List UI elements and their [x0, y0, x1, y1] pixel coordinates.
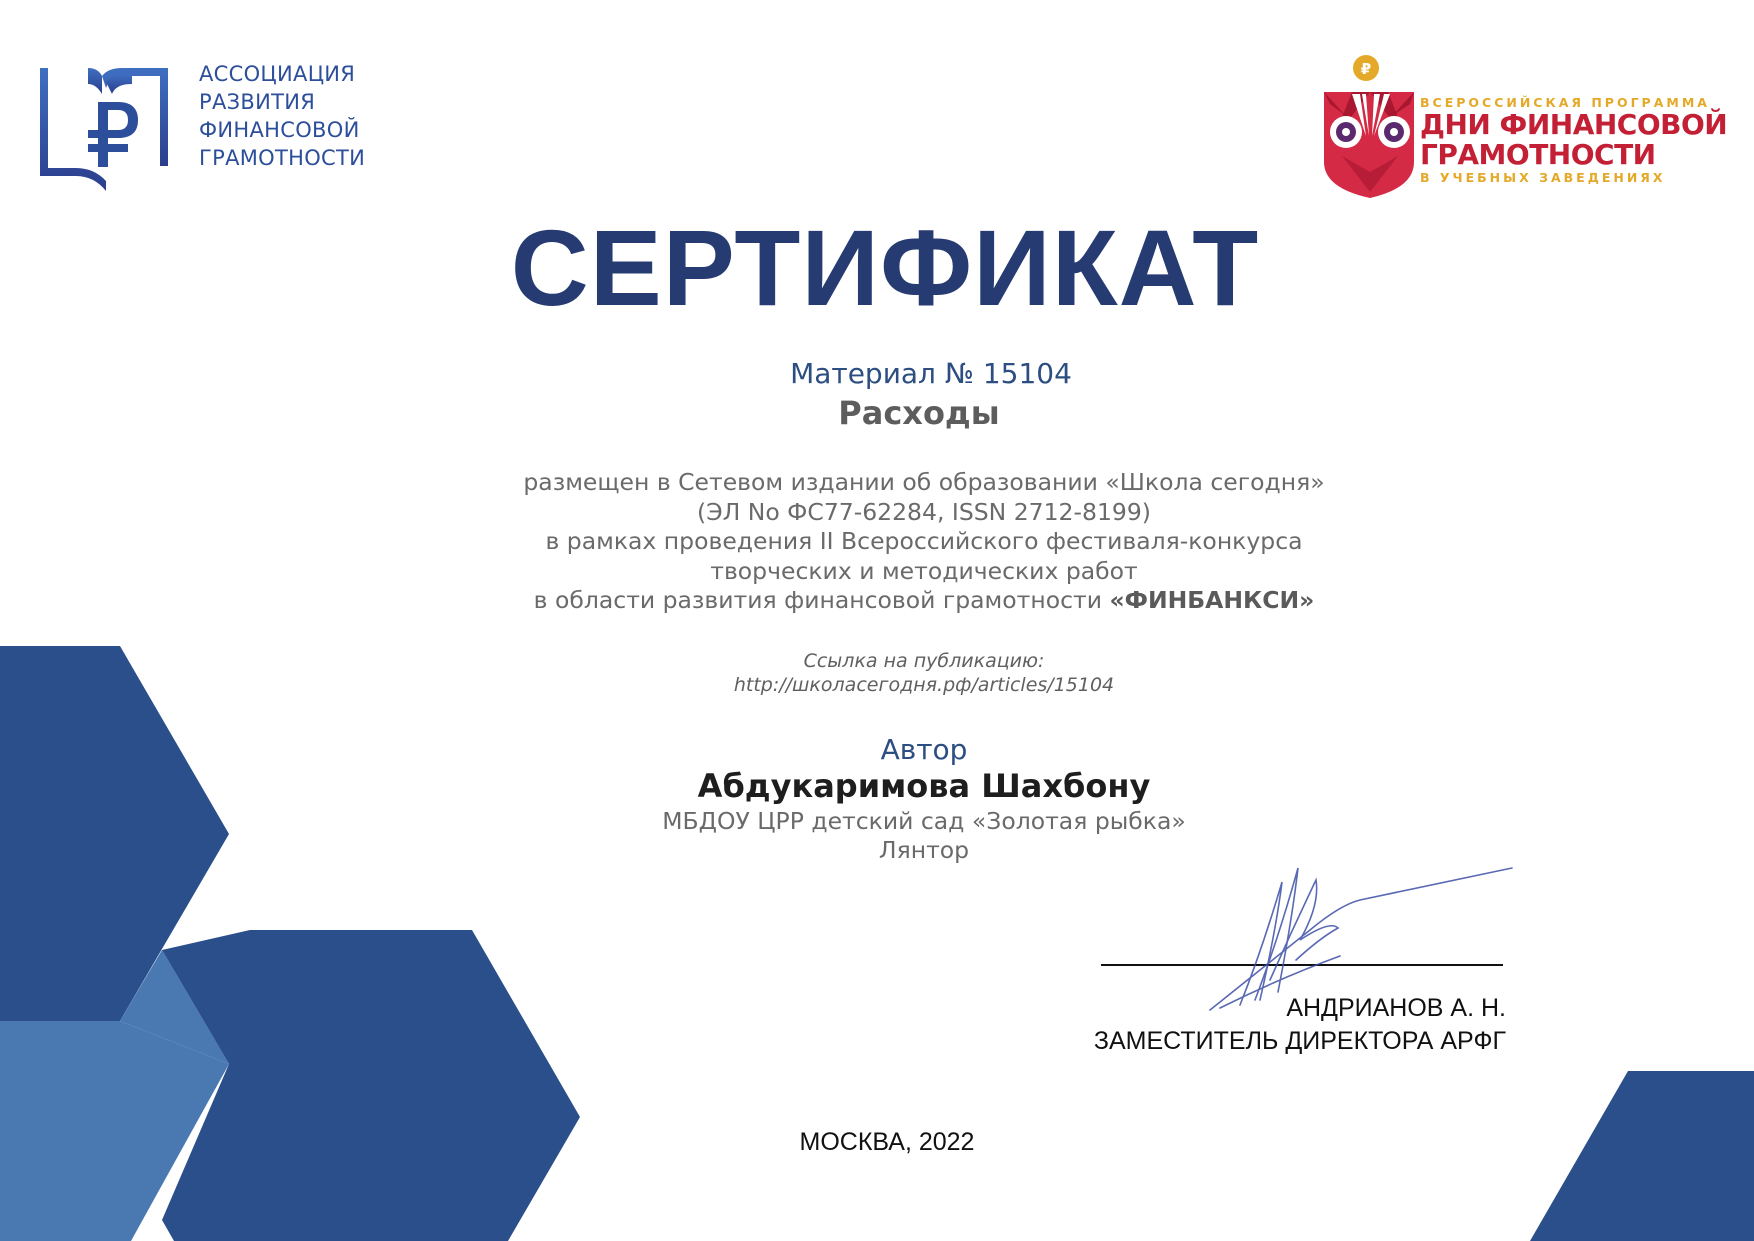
logo-left-line: ГРАМОТНОСТИ [199, 146, 366, 170]
author-city: Лянтор [878, 836, 970, 864]
publication-link-label: Ссылка на публикацию: [803, 650, 1045, 672]
signer-name: АНДРИАНОВ А. Н. [1286, 994, 1506, 1022]
description [0, 468, 1754, 616]
description-line: (ЭЛ No ФС77-62284, ISSN 2712-8199) [697, 497, 1151, 526]
description-line: в рамках проведения II Всероссийского фестиваля-конкурса [545, 527, 1303, 555]
logo-right-tagline: ВСЕРОССИЙСКАЯ ПРОГРАММА [1420, 95, 1710, 110]
description-text: в области развития финансовой грамотности [533, 586, 1110, 614]
signer-position: ЗАМЕСТИТЕЛЬ ДИРЕКТОРА АРФГ [1093, 1027, 1506, 1055]
author-label: Автор [880, 733, 968, 766]
book-ruble-icon [36, 64, 172, 194]
logo-right-title-line1: ДНИ ФИНАНСОВОЙ [1420, 108, 1728, 141]
description-line: размещен в Сетевом издании об образовании «Школа сегодня» [523, 468, 1325, 496]
logo-left-line: АССОЦИАЦИЯ [199, 62, 356, 86]
hexagon-bottom-center [162, 930, 580, 1241]
logo-right-text [1420, 95, 1750, 185]
logo-left-text [199, 60, 459, 172]
publication-link[interactable]: http://школасегодня.рф/articles/15104 [733, 674, 1115, 696]
logo-left-line: ФИНАНСОВОЙ [199, 118, 360, 142]
material-number: Материал № 15104 [790, 357, 1072, 390]
description-line [0, 586, 1754, 616]
author-name: Абдукаримова Шахбону [697, 767, 1151, 805]
author-organization: МБДОУ ЦРР детский сад «Золотая рыбка» [662, 807, 1186, 835]
festival-name: «ФИНБАНКСИ» [1109, 586, 1315, 614]
description-line: творческих и методических работ [710, 556, 1138, 585]
certificate-title: СЕРТИФИКАТ [510, 207, 1260, 328]
logo-right-subtitle: В УЧЕБНЫХ ЗАВЕДЕНИЯХ [1420, 170, 1666, 185]
logo-left-line: РАЗВИТИЯ [199, 90, 316, 114]
logo-right-title-line2: ГРАМОТНОСТИ [1420, 138, 1656, 171]
material-title: Расходы [838, 394, 1000, 432]
svg-text:₽: ₽ [1360, 60, 1372, 78]
city-year: МОСКВА, 2022 [799, 1128, 975, 1156]
owl-icon [1322, 52, 1418, 200]
